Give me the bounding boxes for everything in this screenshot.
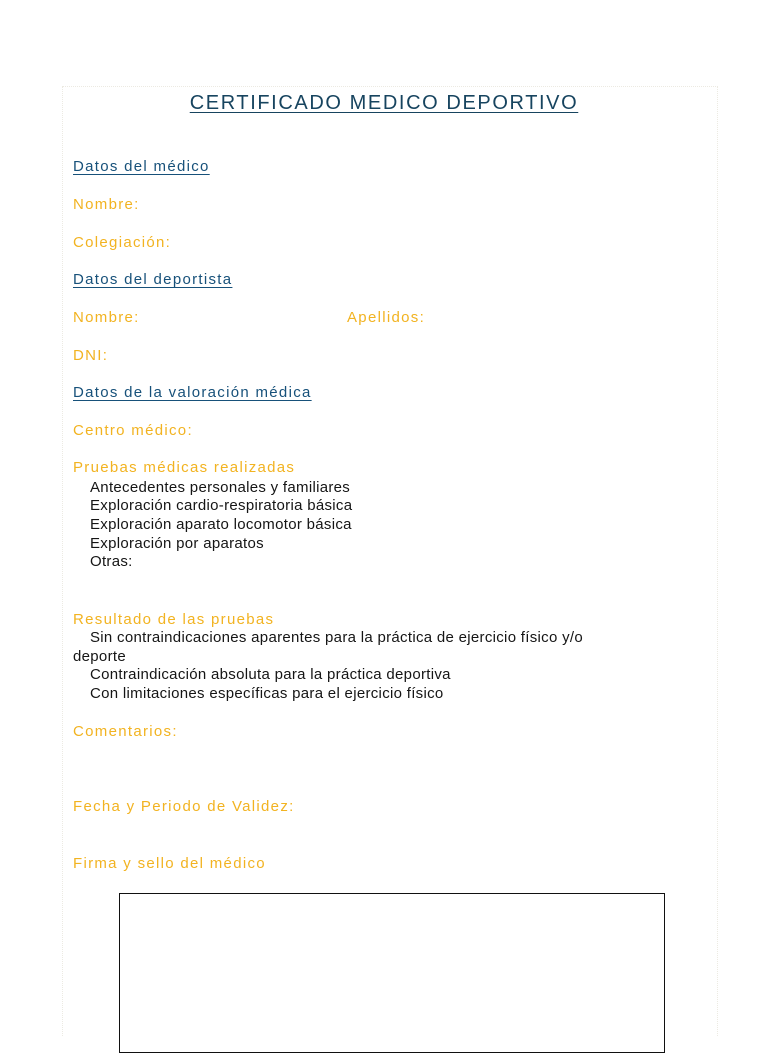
dni-label: DNI: <box>73 347 109 364</box>
prueba-item: Exploración cardio-respiratoria básica <box>90 497 353 514</box>
apellidos-label: Apellidos: <box>347 309 426 326</box>
valoracion-heading: Datos de la valoración médica <box>73 384 312 401</box>
document-title-text: CERTIFICADO MEDICO DEPORTIVO <box>189 92 579 114</box>
resultado-item-continued: deporte <box>73 648 126 665</box>
resultado-item: Sin contraindicaciones aparentes para la práctica de ejercicio físico y/o <box>90 629 583 646</box>
prueba-item: Exploración por aparatos <box>90 535 264 552</box>
prueba-item: Antecedentes personales y familiares <box>90 479 351 496</box>
resultado-label: Resultado de las pruebas <box>73 611 275 628</box>
fecha-validez-label: Fecha y Periodo de Validez: <box>73 798 295 815</box>
signature-box <box>119 893 665 1053</box>
resultado-item: Contraindicación absoluta para la práctica deportiva <box>90 666 451 683</box>
centro-medico-label: Centro médico: <box>73 422 193 439</box>
medico-heading: Datos del médico <box>73 158 210 175</box>
pruebas-label: Pruebas médicas realizadas <box>73 459 296 476</box>
medico-nombre-label: Nombre: <box>73 196 140 213</box>
deportista-nombre-label: Nombre: <box>73 309 140 326</box>
document-title <box>0 92 768 115</box>
deportista-heading: Datos del deportista <box>73 271 233 288</box>
colegiacion-label: Colegiación: <box>73 234 172 251</box>
comentarios-label: Comentarios: <box>73 723 178 740</box>
firma-label: Firma y sello del médico <box>73 855 266 872</box>
resultado-item: Con limitaciones específicas para el ejercicio físico <box>90 685 444 702</box>
prueba-item: Otras: <box>90 553 133 570</box>
prueba-item: Exploración aparato locomotor básica <box>90 516 352 533</box>
